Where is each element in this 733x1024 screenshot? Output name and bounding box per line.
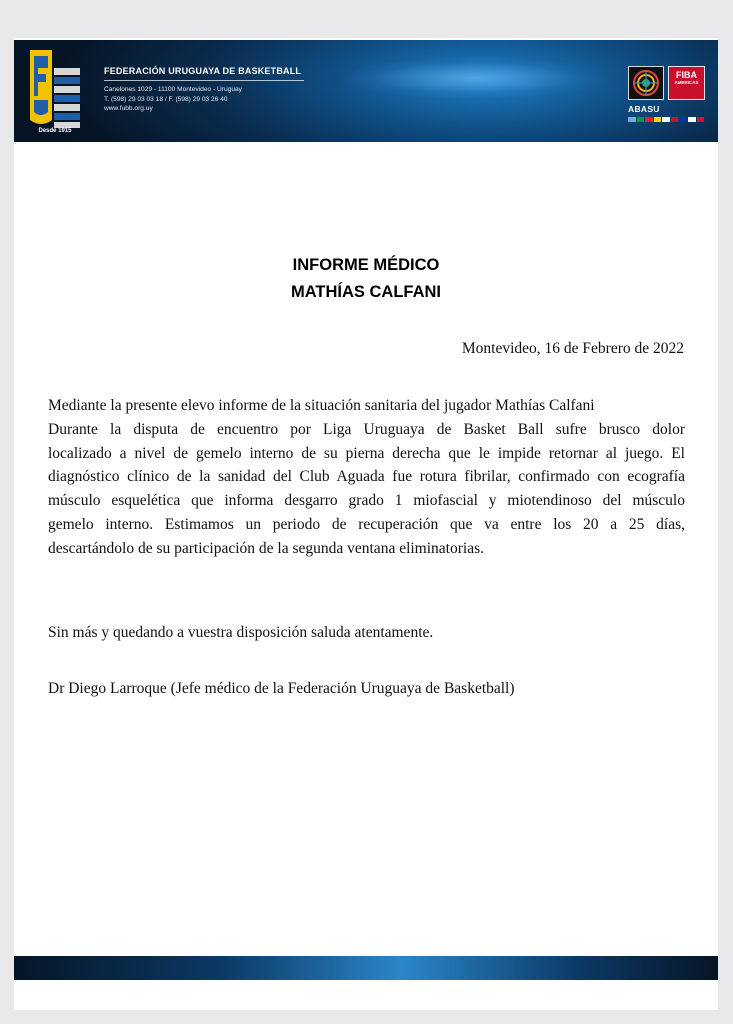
fubb-logo-icon [26, 46, 84, 134]
member-flags-strip [628, 117, 704, 122]
fiba-americas-logo [668, 66, 705, 100]
footer-bar [14, 956, 718, 980]
abasu-label: ABASU [628, 104, 660, 114]
closing-line: Sin más y quedando a vuestra disposición saluda atentamente. [48, 624, 434, 641]
body-line: descartándolo de su participación de la segunda ventana eliminatorias. [48, 539, 484, 557]
federation-website[interactable]: www.fubb.org.uy [104, 105, 153, 112]
federation-divider [104, 80, 304, 81]
body-line: localizado a nivel de gemelo interno de su pierna derecha que le impide retornar al juego. El [48, 444, 685, 462]
body-line: Mediante la presente elevo informe de la situación sanitaria del jugador Mathías Calfani [48, 397, 595, 414]
body-line: músculo esquelética que informa desgarro grado 1 miofascial y miotendinoso del músculo [48, 492, 685, 510]
document-page [14, 38, 718, 1010]
banner-light-flare [344, 58, 604, 98]
report-date: Montevideo, 16 de Febrero de 2022 [461, 340, 684, 357]
logo-caption: Desde 1915 [38, 128, 72, 134]
fiba-region-label: AMERICAS [674, 80, 699, 85]
report-title: INFORME MÉDICO [292, 256, 440, 274]
body-line: gemelo interno. Estimamos un periodo de recuperación que va entre los 20 a 25 días, [48, 515, 685, 533]
report-body-paragraph [48, 394, 685, 561]
federation-address: Canelones 1029 - 11100 Montevideo - Uruguay [104, 86, 242, 93]
letterhead-banner [14, 40, 718, 142]
body-line: diagnóstico clínico de la sanidad del Club Aguada fue rotura fibrilar, confirmado con ecografía [48, 468, 685, 486]
signature-line: Dr Diego Larroque (Jefe médico de la Federación Uruguaya de Basketball) [48, 680, 515, 697]
body-line: Durante la disputa de encuentro por Liga Uruguaya de Basket Ball sufre brusco dolor [48, 420, 685, 438]
fiba-label: FIBA [676, 70, 697, 80]
abasu-globe-icon [628, 66, 664, 100]
federation-phone: T. (598) 29 03 03 18 / F. (598) 29 03 26 40 [104, 96, 228, 103]
federation-name: FEDERACIÓN URUGUAYA DE BASKETBALL [104, 66, 302, 76]
player-name-title: MATHÍAS CALFANI [290, 283, 441, 301]
